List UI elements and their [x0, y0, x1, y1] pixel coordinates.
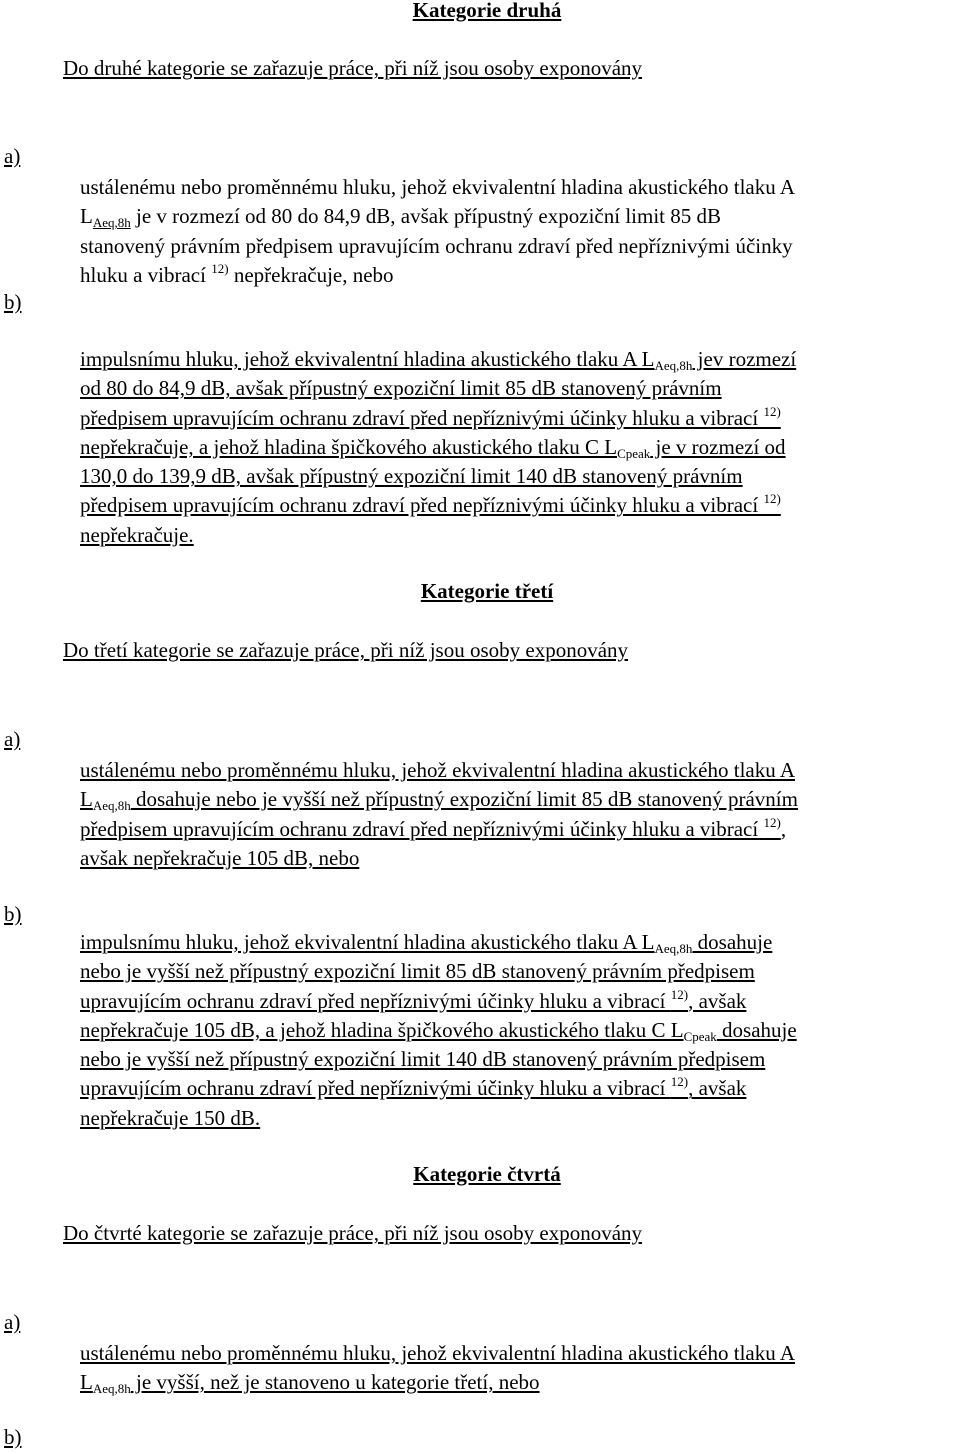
- text-line: ustálenému nebo proměnnému hluku, jehož ekvivalentní hladina akustického tlaku A: [80, 1341, 795, 1365]
- item-text-druha-a: [80, 173, 960, 290]
- section-intro-treti: Do třetí kategorie se zařazuje práce, při níž jsou osoby exponovány: [63, 638, 629, 662]
- text-line: 130,0 do 139,9 dB, avšak přípustný expoziční limit 140 dB stanovený právním: [80, 464, 743, 489]
- item-marker-ctvrta-a: a): [4, 1310, 21, 1334]
- section-intro-druha: Do druhé kategorie se zařazuje práce, při níž jsou osoby exponovány: [63, 56, 643, 80]
- item-marker-ctvrta-b: b): [4, 1425, 22, 1449]
- text-line: nepřekračuje, a jehož hladina špičkového akustického tlaku C $L_{Cpeak}$ je v rozmezí od: [80, 434, 786, 461]
- text-line: předpisem upravujícím ochranu zdraví před nepříznivými účinky hluku a vibrací $^{12)}$: [80, 491, 781, 518]
- item-text-treti-b: [80, 928, 960, 1133]
- text-line: předpisem upravujícím ochranu zdraví před nepříznivými účinky hluku a vibrací $^{12)}$,: [80, 814, 787, 841]
- text-line: impulsnímu hluku, jehož ekvivalentní hladina akustického tlaku A $L_{Aeq,8h}$ dosahuje: [80, 930, 773, 956]
- item-marker-treti-b: b): [4, 902, 22, 926]
- item-marker-treti-a: a): [4, 727, 21, 751]
- text-line: předpisem upravujícím ochranu zdraví před nepříznivými účinky hluku a vibrací $^{12)}$: [80, 403, 781, 430]
- text-line: $L_{Aeq,8h}$ dosahuje nebo je vyšší než přípustný expoziční limit 85 dB stanovený právním: [80, 787, 798, 814]
- text-line: impulsnímu hluku, jehož ekvivalentní hladina akustického tlaku A $L_{Aeq,8h}$ jev rozmezí: [80, 347, 797, 373]
- text-line: hluku a vibrací $^{12)}$ nepřekračuje, nebo: [80, 260, 394, 287]
- text-line: avšak nepřekračuje 105 dB, nebo: [80, 845, 360, 870]
- item-text-druha-b: [80, 345, 960, 550]
- text-line: nebo je vyšší než přípustný expoziční limit 85 dB stanovený právním předpisem: [80, 959, 755, 984]
- text-line: stanovený právním předpisem upravujícím ochranu zdraví před nepříznivými účinky: [80, 233, 793, 258]
- text-line: ustálenému nebo proměnnému hluku, jehož ekvivalentní hladina akustického tlaku A: [80, 175, 795, 199]
- item-marker-druha-b: b): [4, 290, 22, 314]
- item-marker-druha-a: a): [4, 144, 21, 168]
- section-heading-treti: Kategorie třetí: [420, 579, 554, 603]
- text-line: nebo je vyšší než přípustný expoziční limit 140 dB stanovený právním předpisem: [80, 1047, 766, 1072]
- text-line: upravujícím ochranu zdraví před nepříznivými účinky hluku a vibrací $^{12)}$, avšak: [80, 1074, 747, 1101]
- item-text-ctvrta-a: [80, 1339, 960, 1398]
- text-line: $L_{Aeq,8h}$ je v rozmezí od 80 do 84,9 dB, avšak přípustný expoziční limit 85 dB: [80, 204, 721, 231]
- text-line: nepřekračuje.: [80, 522, 194, 547]
- text-line: ustálenému nebo proměnnému hluku, jehož ekvivalentní hladina akustického tlaku A: [80, 758, 795, 782]
- section-heading-druha: Kategorie druhá: [412, 0, 562, 22]
- text-line: $L_{Aeq,8h}$ je vyšší, než je stanoveno u kategorie třetí, nebo: [80, 1370, 540, 1397]
- section-intro-ctvrta: Do čtvrté kategorie se zařazuje práce, při níž jsou osoby exponovány: [63, 1221, 643, 1245]
- text-line: nepřekračuje 150 dB.: [80, 1105, 261, 1130]
- text-line: od 80 do 84,9 dB, avšak přípustný expoziční limit 85 dB stanovený právním: [80, 376, 722, 401]
- item-text-treti-a: [80, 756, 960, 873]
- text-line: nepřekračuje 105 dB, a jehož hladina špičkového akustického tlaku C $L_{Cpeak}$ dosahuje: [80, 1017, 797, 1044]
- text-line: upravujícím ochranu zdraví před nepříznivými účinky hluku a vibrací $^{12)}$, avšak: [80, 986, 747, 1013]
- section-heading-ctvrta: Kategorie čtvrtá: [413, 1162, 561, 1186]
